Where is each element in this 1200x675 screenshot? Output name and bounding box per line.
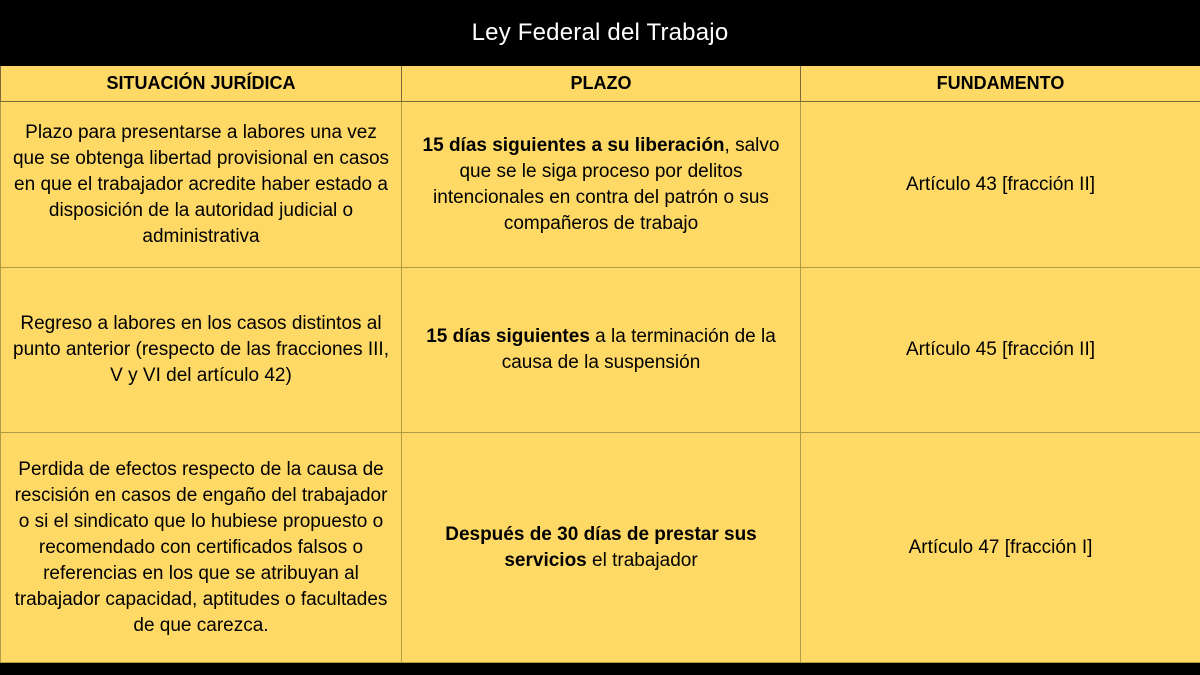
cell-situacion: Plazo para presentarse a labores una vez que se obtenga libertad provisional en casos en que el trabajador acredite haber estado a disposición de la autoridad judicial o administrativa bbox=[1, 102, 402, 268]
plazo-bold-text: Después de 30 días de prestar sus servicios bbox=[445, 523, 757, 571]
cell-situacion: Perdida de efectos respecto de la causa de rescisión en casos de engaño del trabajador o si el sindicato que lo hubiese propuesto o recomendado con certificados falsos o referencias en los que se atribuyan al trabajador capacidad, aptitudes o facultades de que carezca. bbox=[1, 433, 402, 663]
cell-plazo bbox=[402, 268, 801, 433]
header-situacion-juridica: SITUACIÓN JURÍDICA bbox=[1, 66, 402, 102]
cell-plazo bbox=[402, 433, 801, 663]
table-row bbox=[1, 102, 1200, 268]
header-plazo: PLAZO bbox=[402, 66, 801, 102]
cell-fundamento: Artículo 43 [fracción II] bbox=[801, 102, 1200, 268]
plazo-bold-text: 15 días siguientes bbox=[426, 326, 590, 347]
plazo-text: el trabajador bbox=[586, 549, 698, 571]
plazo-text: a la terminación de la causa de la suspensión bbox=[501, 326, 776, 373]
cell-fundamento: Artículo 45 [fracción II] bbox=[801, 268, 1200, 433]
header-fundamento: FUNDAMENTO bbox=[801, 66, 1200, 102]
page-title: Ley Federal del Trabajo bbox=[0, 0, 1200, 66]
cell-plazo bbox=[402, 102, 801, 268]
table-row bbox=[1, 433, 1200, 663]
cell-situacion: Regreso a labores en los casos distintos al punto anterior (respecto de las fracciones III, V y VI del artículo 42) bbox=[1, 268, 402, 433]
table-row bbox=[1, 268, 1200, 433]
table-header-row bbox=[1, 66, 1200, 102]
plazo-bold-text: 15 días siguientes a su liberación bbox=[422, 134, 725, 156]
cell-fundamento: Artículo 47 [fracción I] bbox=[801, 433, 1200, 663]
law-table bbox=[0, 66, 1200, 663]
plazo-text: , salvo que se le siga proceso por delitos intencionales en contra del patrón o sus compañeros de trabajo bbox=[433, 134, 780, 234]
